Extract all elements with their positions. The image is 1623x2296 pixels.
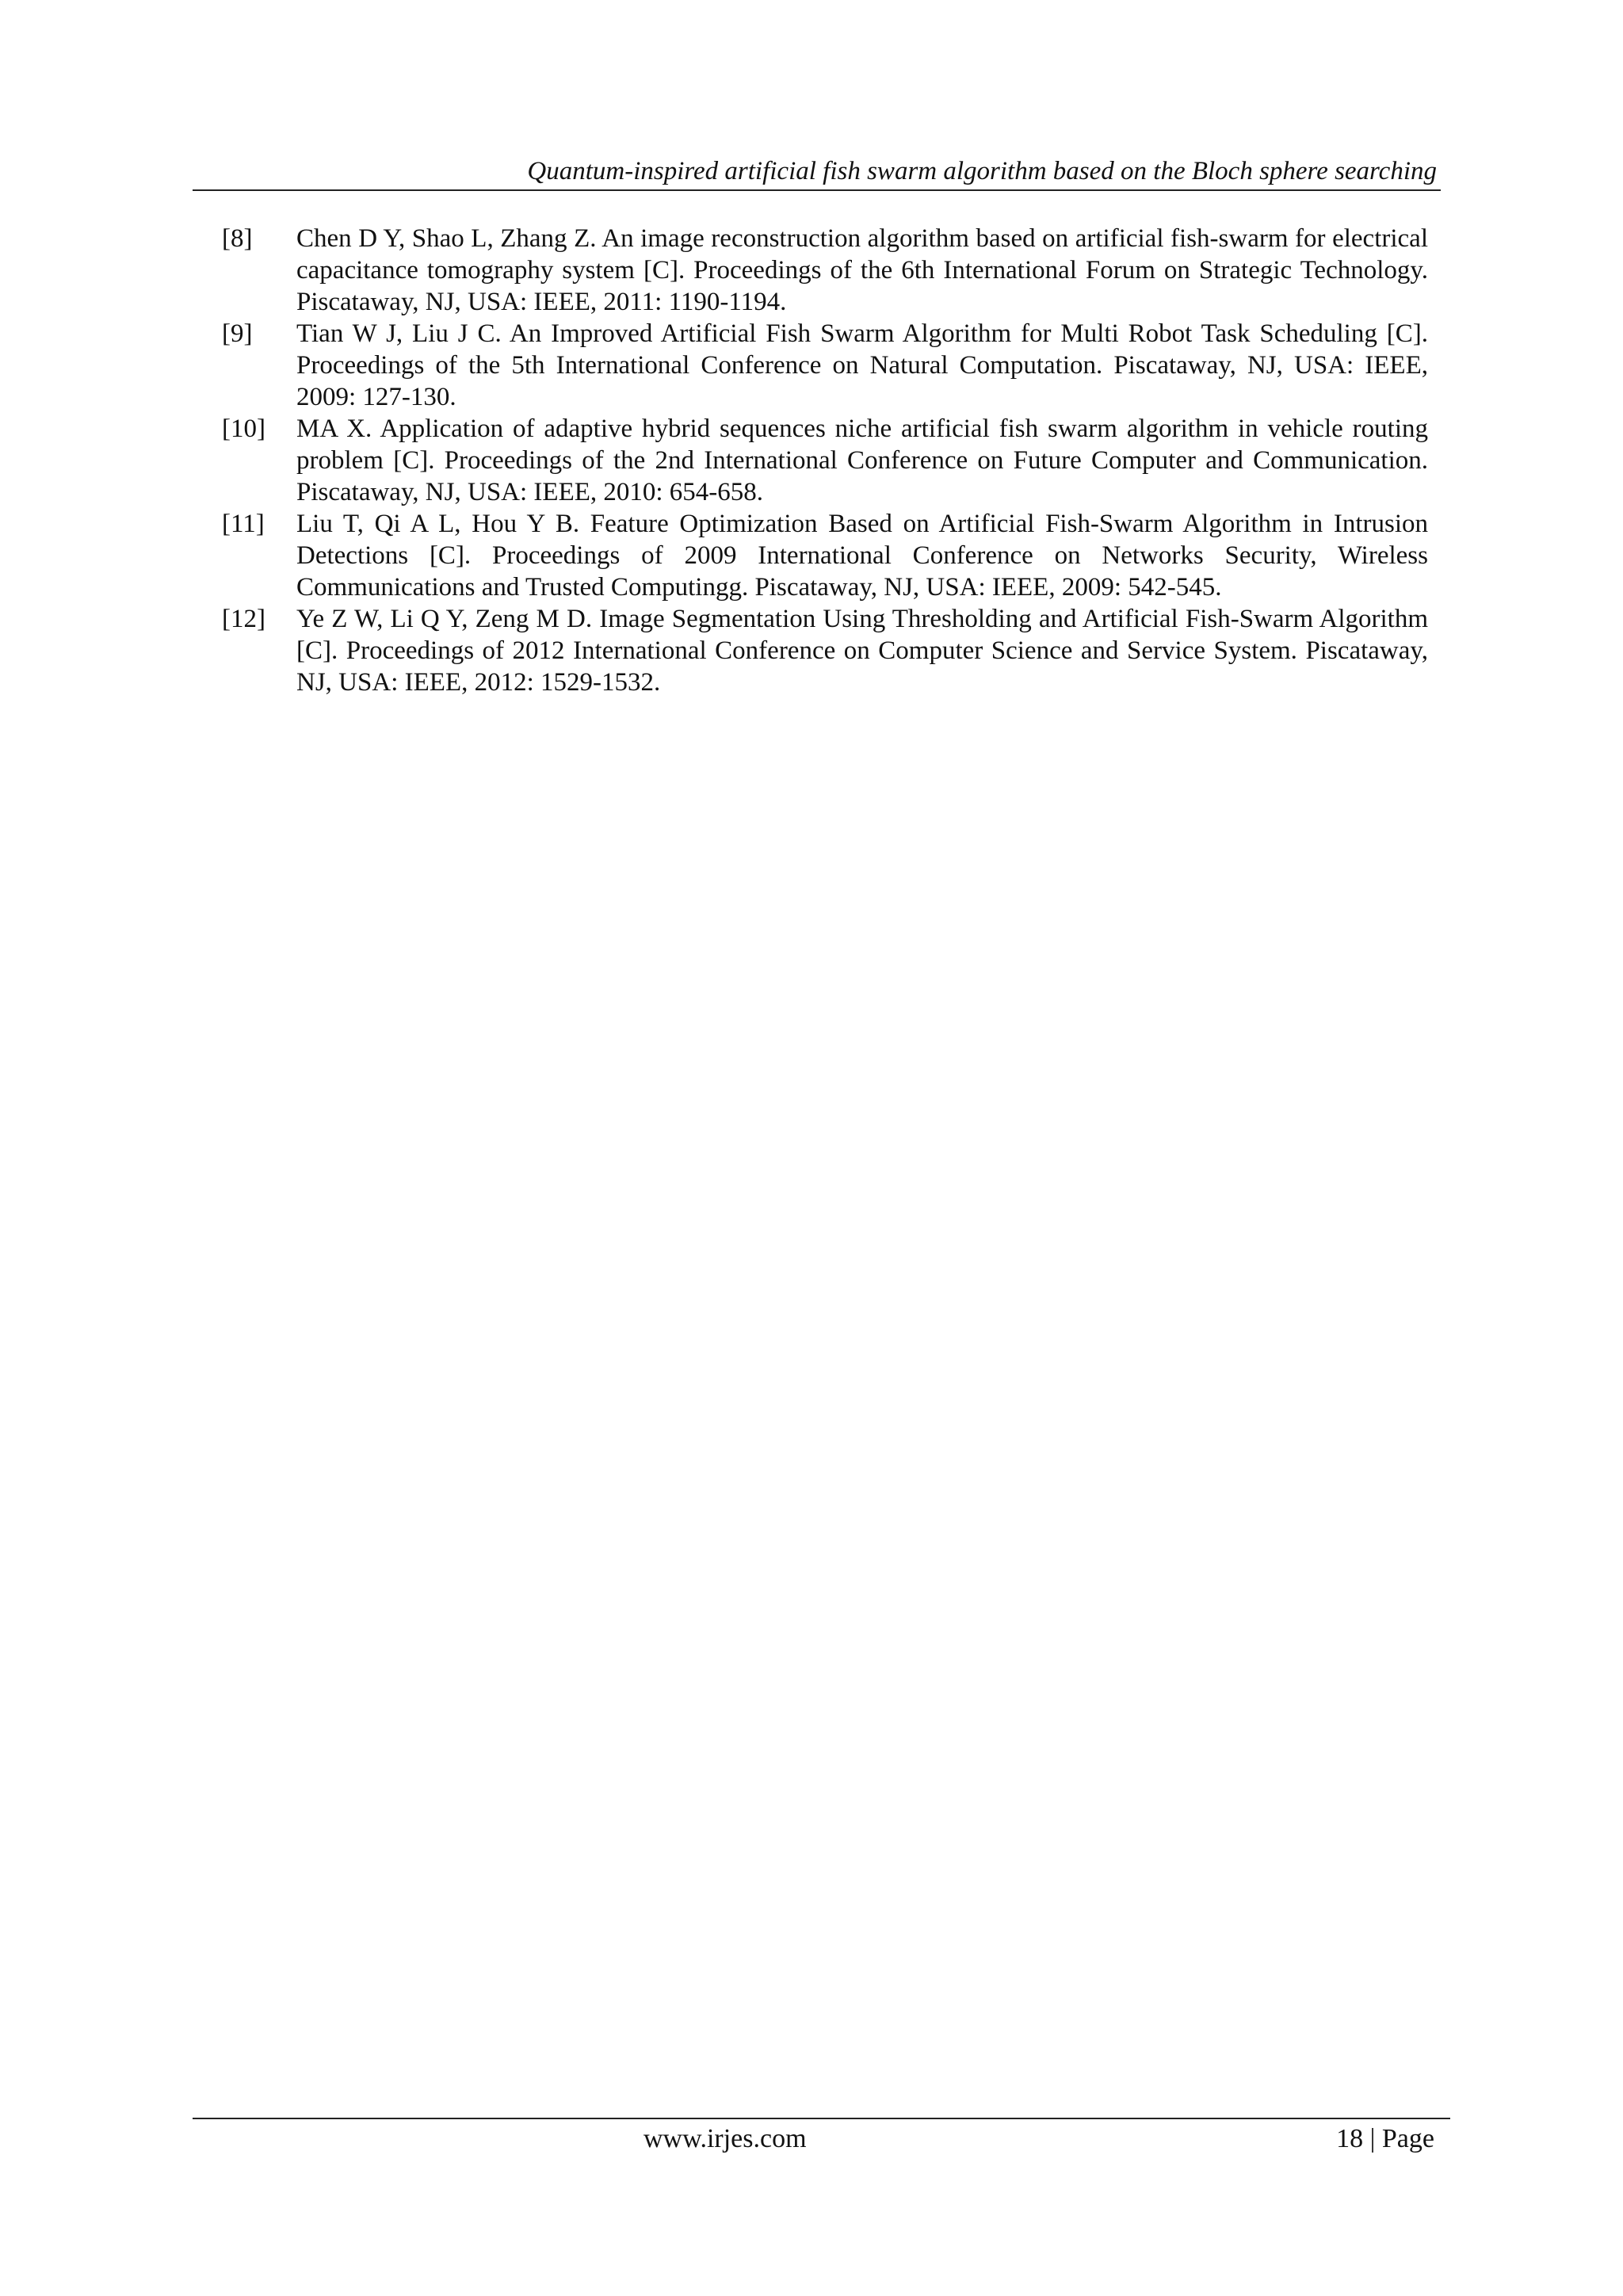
reference-number: [10] — [222, 415, 265, 443]
reference-number: [12] — [222, 605, 265, 633]
running-header-title: Quantum-inspired artificial fish swarm algorithm based on the Bloch sphere searching — [527, 157, 1437, 185]
reference-item-8 — [222, 223, 1428, 318]
header-divider — [193, 189, 1441, 191]
reference-item-10 — [222, 413, 1428, 508]
reference-number: [9] — [222, 319, 253, 348]
reference-number: [11] — [222, 510, 265, 538]
reference-citation: Ye Z W, Li Q Y, Zeng M D. Image Segmentation Using Thresholding and Artificial Fish-Swarm Algorithm [C]. Proceedings of 2012 International Conference on Computer Science and Service System. Piscataway, NJ, USA: IEEE, 2012: 1529-1532. — [296, 605, 1428, 697]
reference-item-9 — [222, 318, 1428, 413]
footer-page-number: 18 | Page — [1336, 2124, 1434, 2153]
reference-citation: Liu T, Qi A L, Hou Y B. Feature Optimization Based on Artificial Fish-Swarm Algorithm in Intrusion Detections [C]. Proceedings of 2009 International Conference on Networks Security, Wireless Communications and Trusted Computingg. Piscataway, NJ, USA: IEEE, 2009: 542-545. — [296, 510, 1428, 602]
footer-website: www.irjes.com — [643, 2124, 807, 2153]
reference-list — [222, 223, 1428, 698]
reference-number: [8] — [222, 224, 253, 253]
reference-item-11 — [222, 508, 1428, 603]
reference-citation: Chen D Y, Shao L, Zhang Z. An image reconstruction algorithm based on artificial fish-swarm for electrical capacitance tomography system [C]. Proceedings of the 6th International Forum on Strategic Technology. Piscataway, NJ, USA: IEEE, 2011: 1190-1194. — [296, 224, 1428, 316]
reference-item-12 — [222, 603, 1428, 698]
reference-citation: MA X. Application of adaptive hybrid sequences niche artificial fish swarm algorithm in vehicle routing problem [C]. Proceedings of the 2nd International Conference on Future Computer and Communication. Piscataway, NJ, USA: IEEE, 2010: 654-658. — [296, 415, 1428, 506]
reference-citation: Tian W J, Liu J C. An Improved Artificial Fish Swarm Algorithm for Multi Robot Task Scheduling [C]. Proceedings of the 5th International Conference on Natural Computation. Piscataway, NJ, USA: IEEE, 2009: 127-130. — [296, 319, 1428, 411]
